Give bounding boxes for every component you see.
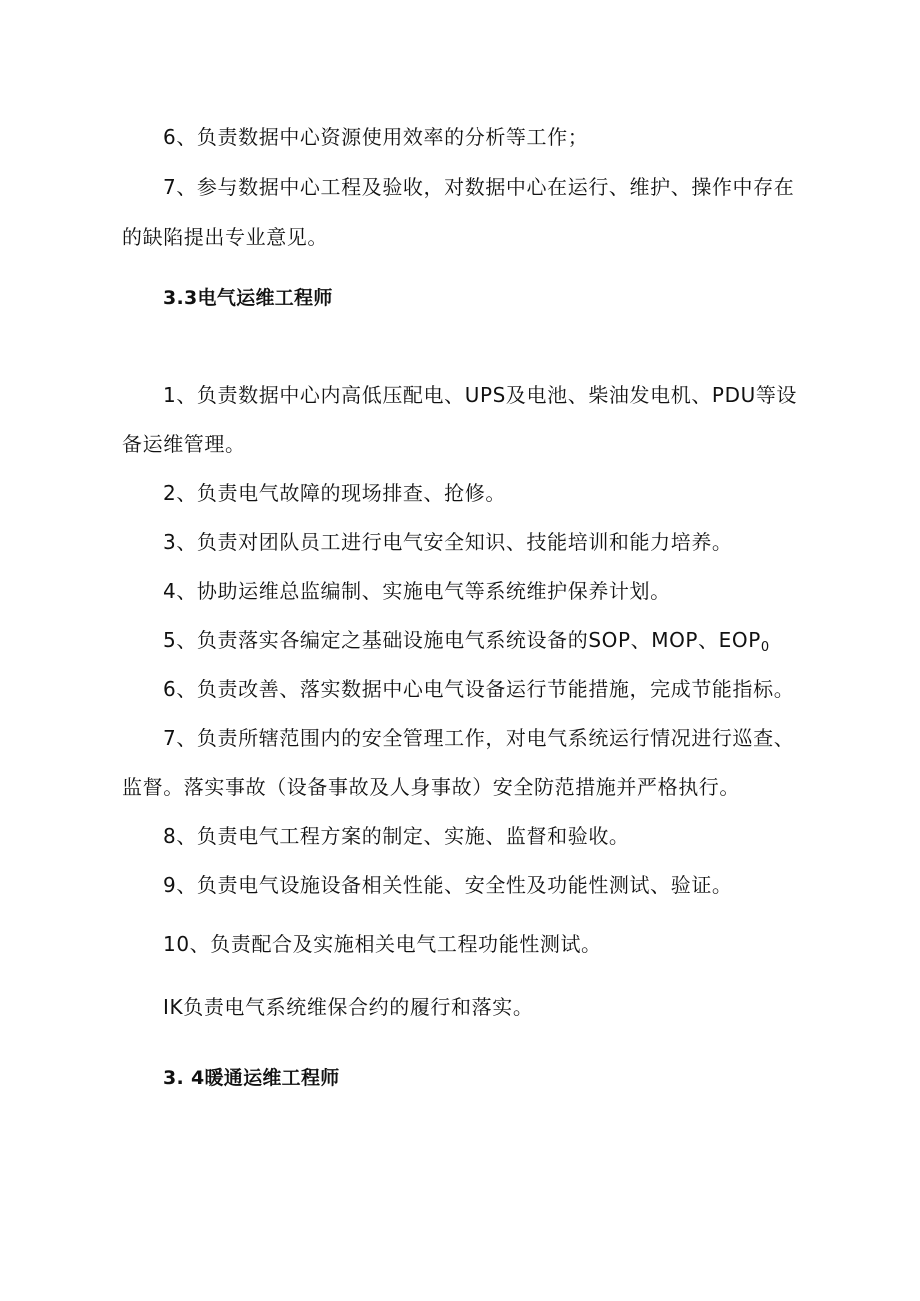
- paragraph-line: 6、负责改善、落实数据中心电气设备运行节能措施，完成节能指标。: [163, 677, 795, 701]
- paragraph-line: 监督。落实事故（设备事故及人身事故）安全防范措施并严格执行。: [122, 775, 740, 799]
- paragraph-line: 9、负责电气设施设备相关性能、安全性及功能性测试、验证。: [163, 873, 733, 897]
- paragraph-line: 4、协助运维总监编制、实施电气等系统维护保养计划。: [163, 579, 671, 603]
- paragraph-line: IK负责电气系统维保合约的履行和落实。: [163, 995, 534, 1019]
- paragraph-line: 3、负责对团队员工进行电气安全知识、技能培训和能力培养。: [163, 530, 733, 554]
- paragraph-line: 7、参与数据中心工程及验收，对数据中心在运行、维护、操作中存在: [163, 175, 795, 199]
- paragraph-line: 2、负责电气故障的现场排查、抢修。: [163, 481, 506, 505]
- subscript-text: 0: [760, 640, 770, 655]
- paragraph-line: 备运维管理。: [122, 432, 246, 456]
- paragraph-line: 1、负责数据中心内高低压配电、UPS及电池、柴油发电机、PDU等设: [163, 383, 798, 407]
- paragraph-text: 5、负责落实各编定之基础设施电气系统设备的SOP、MOP、EOP: [163, 628, 761, 652]
- paragraph-line: 7、负责所辖范围内的安全管理工作，对电气系统运行情况进行巡查、: [163, 726, 795, 750]
- paragraph-line: 6、负责数据中心资源使用效率的分析等工作；: [163, 125, 589, 149]
- paragraph-line: 的缺陷提出专业意见。: [122, 225, 328, 249]
- section-heading: 3. 4暖通运维工程师: [163, 1067, 340, 1089]
- paragraph-line: 10、负责配合及实施相关电气工程功能性测试。: [163, 932, 602, 956]
- section-heading: 3.3电气运维工程师: [163, 287, 333, 309]
- paragraph-line: 8、负责电气工程方案的制定、实施、监督和验收。: [163, 824, 630, 848]
- paragraph-line: [163, 628, 770, 660]
